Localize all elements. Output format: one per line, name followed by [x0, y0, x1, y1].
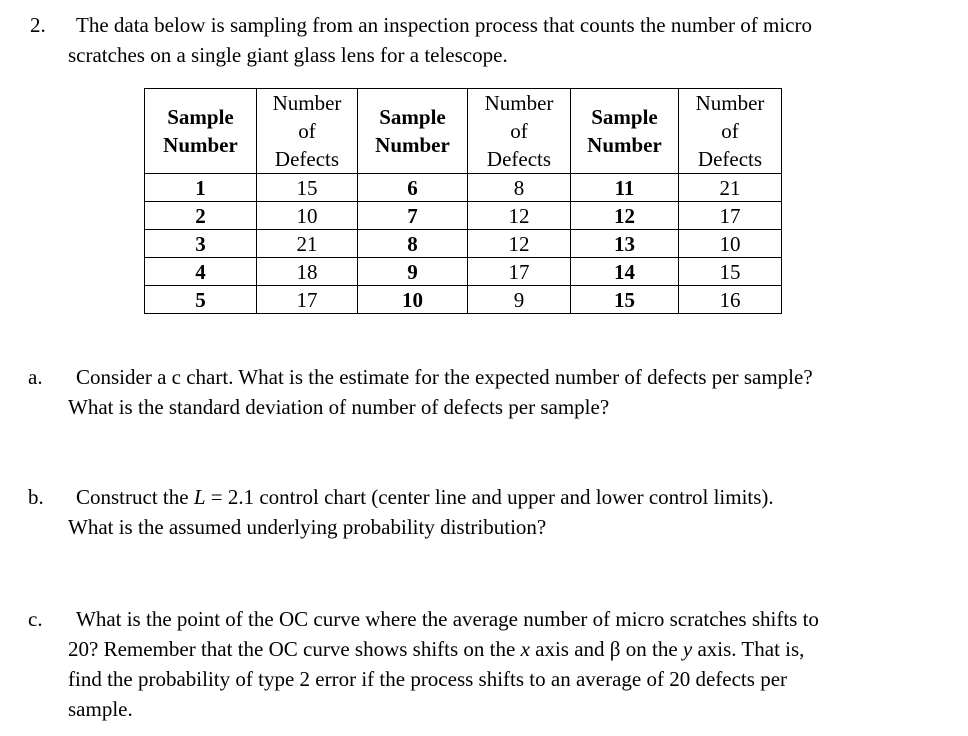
- header-number-of-defects-1: Number of Defects: [257, 89, 358, 174]
- table-row: [145, 286, 782, 314]
- header-number-of-defects-2: Number of Defects: [468, 89, 571, 174]
- part-b-line1: Construct the L = 2.1 control chart (center line and upper and lower control limits).: [76, 485, 774, 509]
- part-c-line1: What is the point of the OC curve where the average number of micro scratches shifts to: [76, 607, 819, 631]
- defects-cell: 8: [468, 174, 571, 202]
- defects-cell: 16: [679, 286, 782, 314]
- sample-cell: 4: [145, 258, 257, 286]
- sample-cell: 12: [571, 202, 679, 230]
- part-a-text: [68, 362, 958, 422]
- sample-cell: 7: [358, 202, 468, 230]
- defects-cell: 12: [468, 230, 571, 258]
- defects-cell: 9: [468, 286, 571, 314]
- part-a-line2: What is the standard deviation of number of defects per sample?: [68, 395, 610, 419]
- question-intro-line1: The data below is sampling from an inspection process that counts the number of micro: [76, 13, 812, 37]
- defects-cell: 15: [679, 258, 782, 286]
- part-b-text: [68, 482, 958, 542]
- defects-cell: 10: [679, 230, 782, 258]
- sample-cell: 1: [145, 174, 257, 202]
- part-a-letter: a.: [28, 365, 43, 389]
- defects-cell: 10: [257, 202, 358, 230]
- part-a-line1: Consider a c chart. What is the estimate for the expected number of defects per sample?: [76, 365, 813, 389]
- sample-cell: 9: [358, 258, 468, 286]
- table-row: [145, 202, 782, 230]
- table-row: [145, 230, 782, 258]
- sample-cell: 6: [358, 174, 468, 202]
- table-header-row: [145, 89, 782, 174]
- header-sample-number-2: Sample Number: [358, 89, 468, 174]
- defects-cell: 12: [468, 202, 571, 230]
- sample-cell: 14: [571, 258, 679, 286]
- sample-cell: 8: [358, 230, 468, 258]
- table-row: [145, 174, 782, 202]
- question-number: 2.: [30, 13, 46, 37]
- defects-cell: 21: [257, 230, 358, 258]
- question-intro-line2: scratches on a single giant glass lens for a telescope.: [68, 43, 508, 67]
- sample-cell: 15: [571, 286, 679, 314]
- part-c-line2: 20? Remember that the OC curve shows shifts on the x axis and β on the y axis. That is,: [68, 637, 805, 661]
- part-b-line2: What is the assumed underlying probability distribution?: [68, 515, 547, 539]
- sample-cell: 5: [145, 286, 257, 314]
- sample-cell: 13: [571, 230, 679, 258]
- part-c-line3: find the probability of type 2 error if the process shifts to an average of 20 defects per: [68, 667, 788, 691]
- sample-cell: 11: [571, 174, 679, 202]
- defects-cell: 21: [679, 174, 782, 202]
- header-sample-number-1: Sample Number: [145, 89, 257, 174]
- table-row: [145, 258, 782, 286]
- sample-cell: 3: [145, 230, 257, 258]
- defects-table: [144, 88, 782, 314]
- defects-cell: 17: [257, 286, 358, 314]
- sample-cell: 2: [145, 202, 257, 230]
- defects-cell: 15: [257, 174, 358, 202]
- defects-cell: 17: [679, 202, 782, 230]
- header-sample-number-3: Sample Number: [571, 89, 679, 174]
- defects-cell: 18: [257, 258, 358, 286]
- header-number-of-defects-3: Number of Defects: [679, 89, 782, 174]
- question-intro: [68, 10, 948, 70]
- part-c-line4: sample.: [68, 697, 133, 721]
- part-c-text: [68, 604, 948, 724]
- sample-cell: 10: [358, 286, 468, 314]
- part-b-letter: b.: [28, 485, 44, 509]
- defects-cell: 17: [468, 258, 571, 286]
- part-c-letter: c.: [28, 607, 43, 631]
